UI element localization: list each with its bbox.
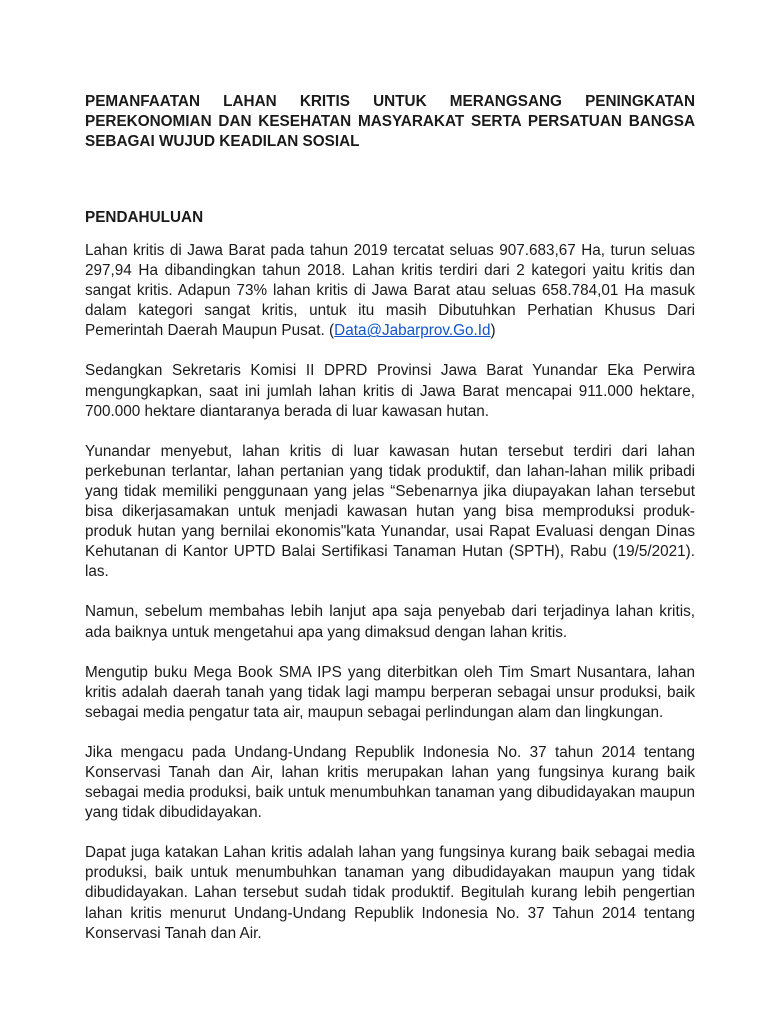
paragraph-7: Dapat juga katakan Lahan kritis adalah lahan yang fungsinya kurang baik sebagai media produksi, baik untuk menumbuhkan tanaman yang dibudidayakan maupun yang tidak dibudidayakan. Lahan tersebut sudah tidak produktif. Begitulah kurang lebih pengertian lahan kritis menurut Undang-Undang Republik Indonesia No. 37 Tahun 2014 tentang Konservasi Tanah dan Air. — [85, 844, 695, 942]
paragraph-2: Sedangkan Sekretaris Komisi II DPRD Provinsi Jawa Barat Yunandar Eka Perwira mengungkapkan, saat ini jumlah lahan kritis di Jawa Barat mencapai 911.000 hektare, 700.000 hektare diantaranya berada di luar kawasan hutan. — [85, 362, 695, 420]
paragraph-1-end: ) — [490, 322, 496, 340]
paragraph-6: Jika mengacu pada Undang-Undang Republik Indonesia No. 37 tahun 2014 tentang Konservasi Tanah dan Air, lahan kritis merupakan lahan yang fungsinya kurang baik sebagai media produksi, baik untuk menumbuhkan tanaman yang dibudidayakan maupun yang tidak dibudidayakan. — [85, 743, 695, 822]
paragraph-4: Namun, sebelum membahas lebih lanjut apa saja penyebab dari terjadinya lahan kritis, ada baiknya untuk mengetahui apa yang dimaksud dengan lahan kritis. — [85, 603, 695, 641]
source-link[interactable]: Data@Jabarprov.Go.Id — [334, 322, 491, 340]
paragraph-3: Yunandar menyebut, lahan kritis di luar kawasan hutan tersebut terdiri dari lahan perkebunan terlantar, lahan pertanian yang tidak produktif, dan lahan-lahan milik pribadi yang tidak memiliki penggunaan yang jelas “Sebenarnya jika diupayakan lahan tersebut bisa dikerjasamakan untuk menjadi kawasan hutan yang bisa memproduksi produk-produk hutan yang bernilai ekonomis"kata Yunandar, usai Rapat Evaluasi dengan Dinas Kehutanan di Kantor UPTD Balai Sertifikasi Tanaman Hutan (SPTH), Rabu (19/5/2021). las. — [85, 442, 695, 581]
document-title: PEMANFAATAN LAHAN KRITIS UNTUK MERANGSANG PENINGKATAN PEREKONOMIAN DAN KESEHATAN MASYARAKAT SERTA PERSATUAN BANGSA SEBAGAI WUJUD KEADILAN SOSIAL — [85, 93, 695, 150]
section-heading-pendahuluan: PENDAHULUAN — [85, 209, 204, 226]
paragraph-5: Mengutip buku Mega Book SMA IPS yang diterbitkan oleh Tim Smart Nusantara, lahan kritis adalah daerah tanah yang tidak lagi mampu berperan sebagai unsur produksi, baik sebagai media pengatur tata air, maupun sebagai perlindungan alam dan lingkungan. — [85, 663, 695, 721]
paragraph-1 — [85, 241, 695, 341]
paragraph-1-text: Lahan kritis di Jawa Barat pada tahun 2019 tercatat seluas 907.683,67 Ha, turun seluas 297,94 Ha dibandingkan tahun 2018. Lahan kritis terdiri dari 2 kategori yaitu kritis dan sangat kritis. Adapun 73% lahan kritis di Jawa Barat atau seluas 658.784,01 Ha masuk dalam kategori sangat kritis, untuk itu masih Dibutuhkan Perhatian Khusus Dari Pemerintah Daerah Maupun Pusat. ( — [85, 242, 695, 340]
